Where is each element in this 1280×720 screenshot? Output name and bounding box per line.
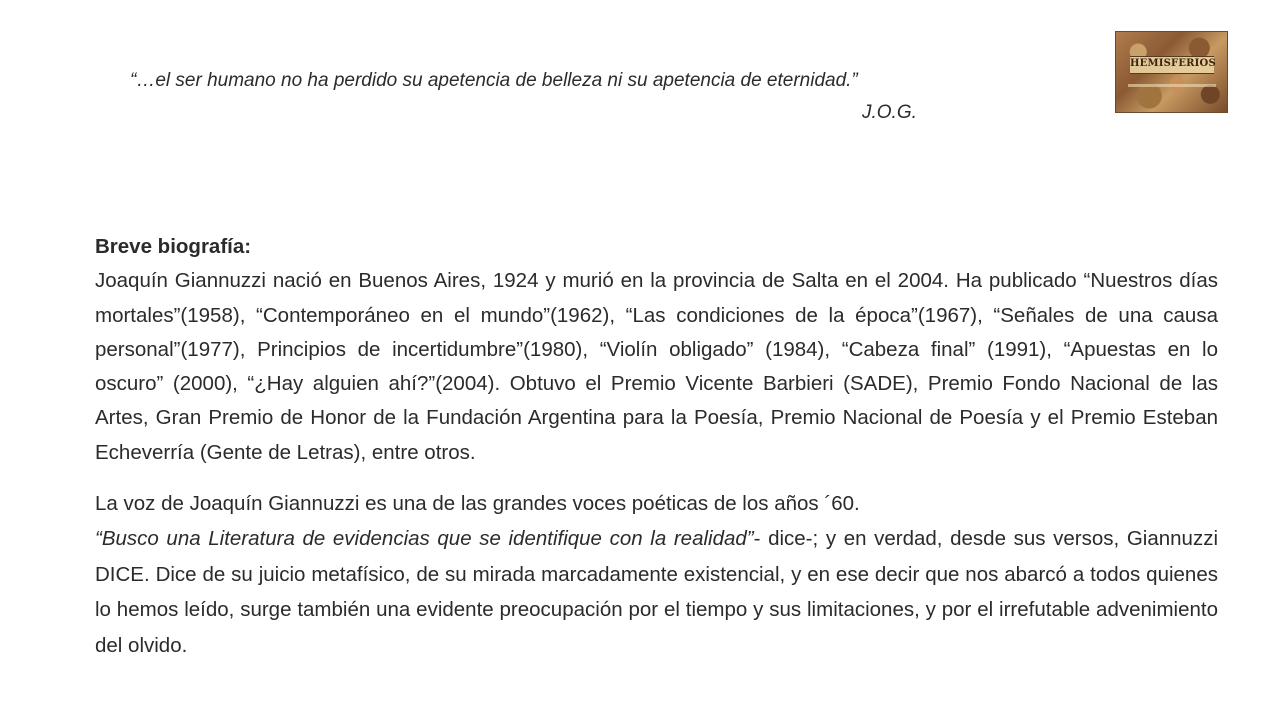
biography-paragraph: Joaquín Giannuzzi nació en Buenos Aires, 1924 y murió en la provincia de Salta en el 2004. Ha publicado “Nuestros días mortales”(1958), “Contemporáneo en el mundo”(1962), “Las condiciones de la época”(1967), “Señales de una causa personal”(1977), Principios de incertidumbre”(1980), “Violín obligado” (1984), “Cabeza final” (1991), “Apuestas en lo oscuro” (2000), “¿Hay alguien ahí?”(2004). Obtuvo el Premio Vicente Barbieri (SADE), Premio Fondo Nacional de las Artes, Gran Premio de Honor de la Fundación Argentina para la Poesía, Premio Nacional de Poesía y el Premio Esteban Echeverría (Gente de Letras), entre otros. xyxy=(95,269,1218,464)
quote-paragraph xyxy=(95,521,1218,663)
giannuzzi-quote: “Busco una Literatura de evidencias que se identifique con la realidad” xyxy=(95,527,754,551)
hemisferios-logo xyxy=(1115,31,1228,113)
logo-text: HEMISFERIOS xyxy=(1130,58,1216,69)
quote-paragraph-text: - dice-; y en verdad, desde sus versos, Giannuzzi DICE. Dice de su juicio metafísico, de su mirada marcadamente existencial, y en ese decir que nos abarcó a todos quienes lo hemos leído, surge también una evidente preocupación por el tiempo y sus limitaciones, y por el irrefutable advenimiento del olvido. xyxy=(95,527,1218,657)
epigraph-author: J.O.G. xyxy=(862,102,917,123)
epigraph-quote: “…el ser humano no ha perdido su apetencia de belleza ni su apetencia de eternidad.” xyxy=(130,70,858,91)
voice-paragraph: La voz de Joaquín Giannuzzi es una de las grandes voces poéticas de los años ´60. xyxy=(95,492,860,516)
logo-underline xyxy=(1128,84,1216,87)
biography-heading: Breve biografía: xyxy=(95,235,252,258)
biography-section xyxy=(95,230,1218,663)
